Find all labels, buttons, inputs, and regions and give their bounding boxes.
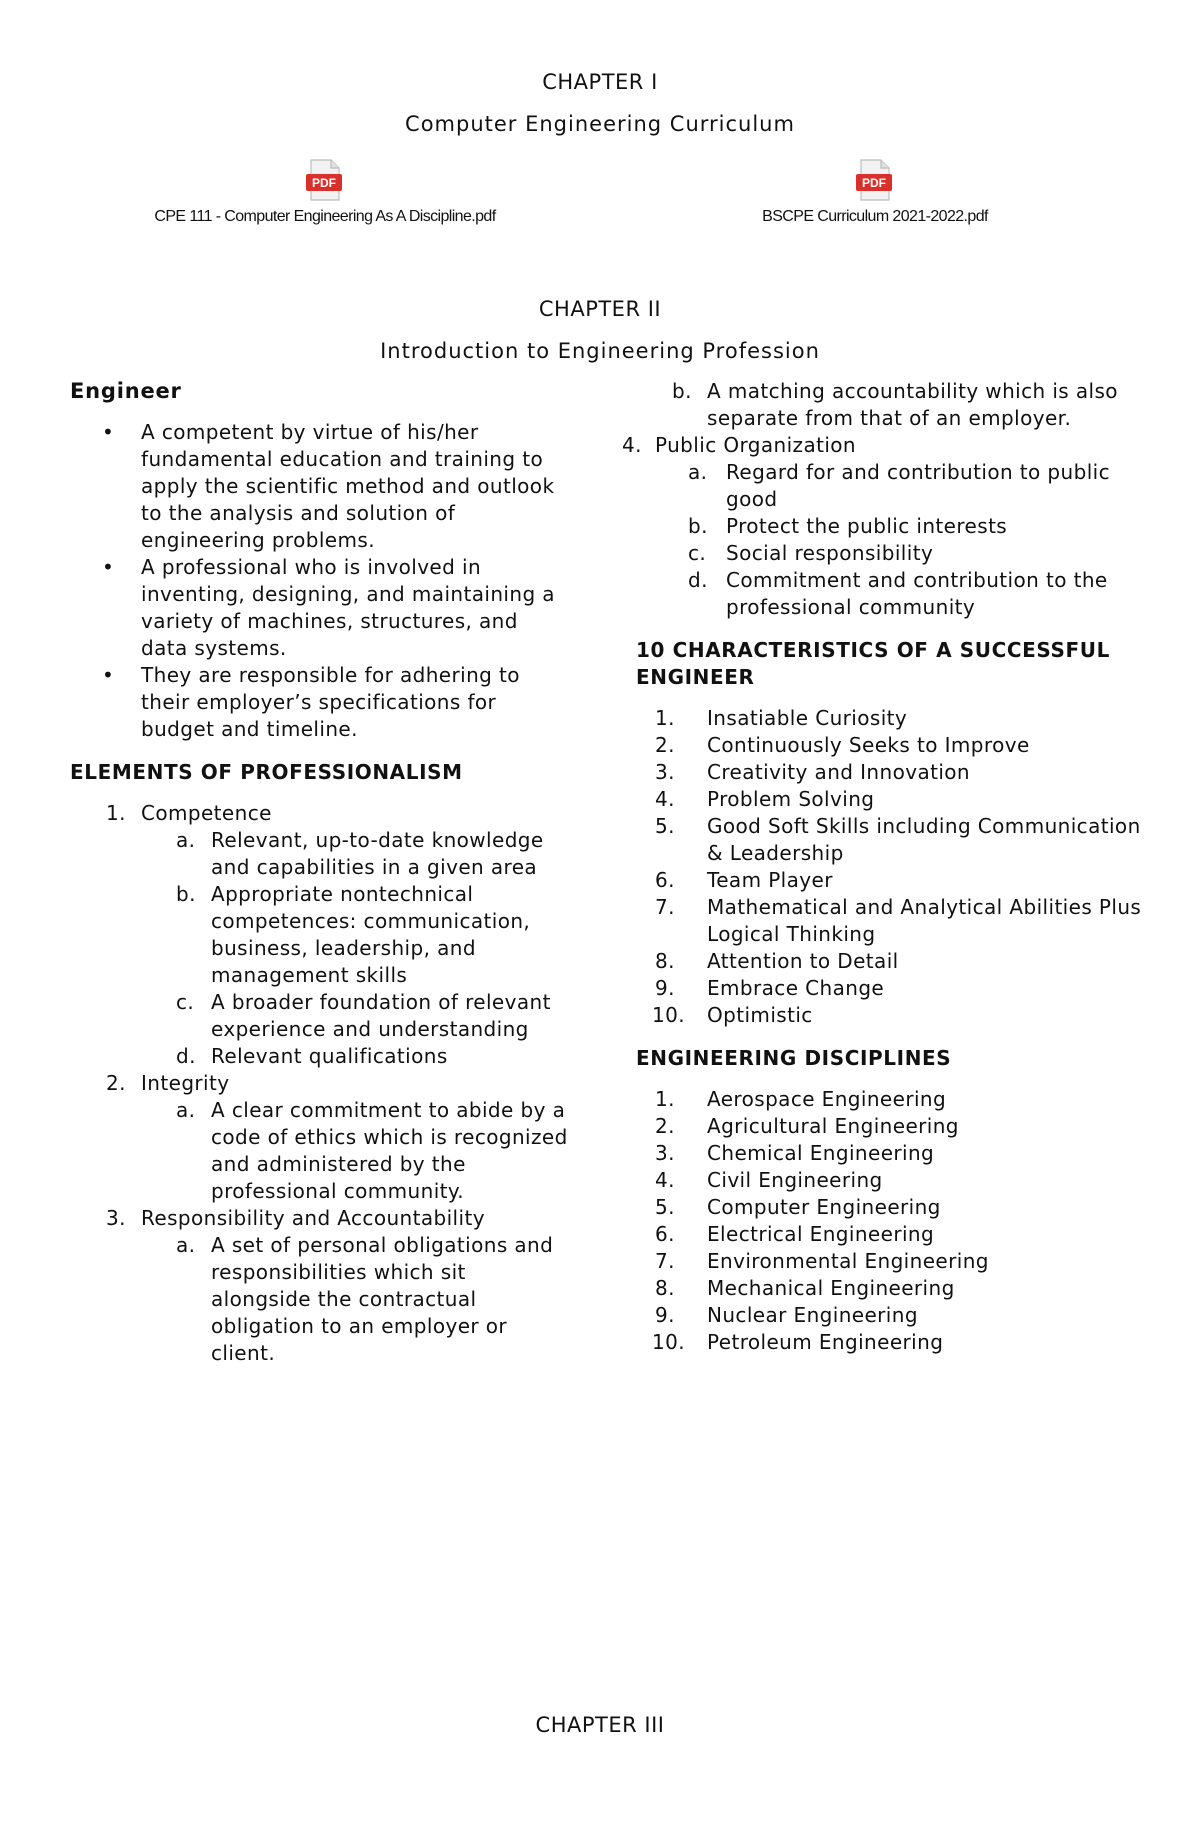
continued-sub-list (636, 378, 1156, 432)
list-item (636, 1275, 1156, 1302)
attachment-label[interactable]: BSCPE Curriculum 2021-2022.pdf (762, 208, 988, 225)
svg-text:PDF: PDF (312, 176, 336, 190)
sub-text: A matching accountability which is also separate from that of an employer. (707, 379, 1118, 430)
sub-letter: d. (688, 568, 708, 592)
item-number: 6. (655, 868, 675, 892)
item-number: 8. (655, 949, 675, 973)
list-item (636, 732, 1156, 759)
characteristic-text: Good Soft Skills including Communication & Leadership (707, 814, 1141, 865)
list-item: • A professional who is involved in inventing, designing, and maintaining a variety of machines, structures, and data systems. (70, 554, 570, 662)
list-item: • They are responsible for adhering to their employer’s specifications for budget and timeline. (70, 662, 570, 743)
list-item (70, 1205, 570, 1367)
list-item (636, 948, 1156, 975)
list-item (636, 1302, 1156, 1329)
characteristic-text: Attention to Detail (707, 949, 899, 973)
item-number: 10. (652, 1330, 686, 1354)
chapter-2-title: CHAPTER II (538, 297, 662, 321)
list-item (636, 1002, 1156, 1029)
list-item (70, 1070, 570, 1205)
list-item (636, 1194, 1156, 1221)
sub-text: Social responsibility (726, 541, 934, 565)
attachment-cpe111[interactable] (100, 158, 550, 226)
sub-text: Appropriate nontechnical competences: communication, business, leadership, and management skills (211, 882, 531, 987)
discipline-text: Mechanical Engineering (707, 1276, 955, 1300)
discipline-text: Chemical Engineering (707, 1141, 935, 1165)
chapter-1-title: CHAPTER I (542, 70, 658, 94)
sub-item (636, 378, 1156, 432)
item-label: Public Organization (655, 433, 857, 457)
elements-list-continued (584, 432, 1156, 621)
list-item (636, 1221, 1156, 1248)
sub-letter: a. (176, 1098, 196, 1122)
item-number: 5. (655, 1195, 675, 1219)
characteristic-text: Optimistic (707, 1003, 813, 1027)
svg-text:PDF: PDF (862, 176, 886, 190)
characteristic-text: Mathematical and Analytical Abilities Plus Logical Thinking (707, 895, 1142, 946)
item-number: 2. (655, 733, 675, 757)
right-column (622, 378, 1156, 1356)
sub-letter: b. (176, 882, 196, 906)
item-number: 3. (655, 760, 675, 784)
item-number: 1. (655, 706, 675, 730)
sub-text: Relevant qualifications (211, 1044, 448, 1068)
disciplines-heading: ENGINEERING DISCIPLINES (636, 1046, 952, 1070)
item-number: 10. (652, 1003, 686, 1027)
sub-letter: a. (176, 1233, 196, 1257)
sub-item (140, 881, 570, 989)
sub-letter: c. (688, 541, 707, 565)
discipline-text: Petroleum Engineering (707, 1330, 944, 1354)
list-item (636, 705, 1156, 732)
item-number: 9. (655, 1303, 675, 1327)
list-item (636, 867, 1156, 894)
sub-letter: c. (176, 990, 195, 1014)
characteristic-text: Embrace Change (707, 976, 885, 1000)
item-number: 3. (655, 1141, 675, 1165)
characteristics-heading: 10 CHARACTERISTICS OF A SUCCESSFUL ENGINEER (636, 638, 1110, 689)
list-item (636, 1167, 1156, 1194)
characteristic-text: Insatiable Curiosity (707, 706, 908, 730)
item-number: 7. (655, 895, 675, 919)
engineer-heading: Engineer (70, 379, 182, 403)
pdf-icon (305, 158, 345, 202)
sub-text: Protect the public interests (726, 514, 1008, 538)
sub-item (636, 567, 1156, 621)
item-label: Responsibility and Accountability (141, 1206, 485, 1230)
characteristic-text: Creativity and Innovation (707, 760, 971, 784)
item-number: 8. (655, 1276, 675, 1300)
elements-heading: ELEMENTS OF PROFESSIONALISM (70, 760, 463, 784)
characteristics-list (636, 705, 1156, 1029)
sub-letter: b. (688, 514, 708, 538)
discipline-text: Civil Engineering (707, 1168, 883, 1192)
list-item (636, 1248, 1156, 1275)
sub-item (636, 513, 1156, 540)
item-number: 2. (106, 1071, 126, 1095)
item-number: 3. (106, 1206, 126, 1230)
sub-text: A broader foundation of relevant experience and understanding (211, 990, 551, 1041)
item-number: 2. (655, 1114, 675, 1138)
disciplines-list (636, 1086, 1156, 1356)
discipline-text: Agricultural Engineering (707, 1114, 959, 1138)
sub-text: A set of personal obligations and responsibilities which sit alongside the contractual obligation to an employer or client. (211, 1233, 554, 1365)
list-item (636, 813, 1156, 867)
sub-item (140, 1097, 570, 1205)
list-item (70, 800, 570, 1070)
sub-letter: a. (176, 828, 196, 852)
item-number: 4. (655, 1168, 675, 1192)
sub-item (636, 540, 1156, 567)
item-number: 9. (655, 976, 675, 1000)
item-number: 1. (106, 801, 126, 825)
list-item: • A competent by virtue of his/her fundamental education and training to apply the scientific method and outlook to the analysis and solution of engineering problems. (70, 419, 570, 554)
sub-text: Commitment and contribution to the professional community (726, 568, 1108, 619)
discipline-text: Nuclear Engineering (707, 1303, 918, 1327)
characteristic-text: Continuously Seeks to Improve (707, 733, 1030, 757)
sub-item (140, 1043, 570, 1070)
attachment-bscpe-curriculum[interactable] (650, 158, 1100, 226)
item-number: 5. (655, 814, 675, 838)
characteristic-text: Team Player (707, 868, 833, 892)
sub-item (140, 1232, 570, 1367)
pdf-icon (855, 158, 895, 202)
elements-list (70, 800, 570, 1367)
chapter-2-subtitle: Introduction to Engineering Profession (380, 339, 820, 363)
item-number: 1. (655, 1087, 675, 1111)
list-item (584, 432, 1156, 621)
discipline-text: Environmental Engineering (707, 1249, 989, 1273)
discipline-text: Aerospace Engineering (707, 1087, 947, 1111)
item-label: Competence (141, 801, 272, 825)
characteristic-text: Problem Solving (707, 787, 875, 811)
sub-text: A clear commitment to abide by a code of ethics which is recognized and administered by the professional community. (211, 1098, 568, 1203)
list-item (636, 1140, 1156, 1167)
sub-item (140, 827, 570, 881)
discipline-text: Computer Engineering (707, 1195, 941, 1219)
list-item (636, 1113, 1156, 1140)
discipline-text: Electrical Engineering (707, 1222, 935, 1246)
sub-item (140, 989, 570, 1043)
item-label: Integrity (141, 1071, 230, 1095)
left-column (70, 378, 570, 1367)
list-item (636, 1086, 1156, 1113)
item-number: 4. (622, 433, 642, 457)
chapter-3-title: CHAPTER III (535, 1713, 665, 1737)
list-item (636, 786, 1156, 813)
sub-item (636, 459, 1156, 513)
list-item (636, 1329, 1156, 1356)
list-item (636, 759, 1156, 786)
list-item (636, 975, 1156, 1002)
sub-text: Relevant, up-to-date knowledge and capabilities in a given area (211, 828, 544, 879)
attachment-label[interactable]: CPE 111 - Computer Engineering As A Discipline.pdf (154, 208, 496, 225)
chapter-1-subtitle: Computer Engineering Curriculum (405, 112, 795, 136)
sub-letter: b. (672, 379, 692, 403)
sub-letter: a. (688, 460, 708, 484)
item-number: 4. (655, 787, 675, 811)
list-item (636, 894, 1156, 948)
engineer-bullet-list (70, 419, 570, 743)
item-number: 6. (655, 1222, 675, 1246)
sub-letter: d. (176, 1044, 196, 1068)
sub-text: Regard for and contribution to public good (726, 460, 1110, 511)
item-number: 7. (655, 1249, 675, 1273)
